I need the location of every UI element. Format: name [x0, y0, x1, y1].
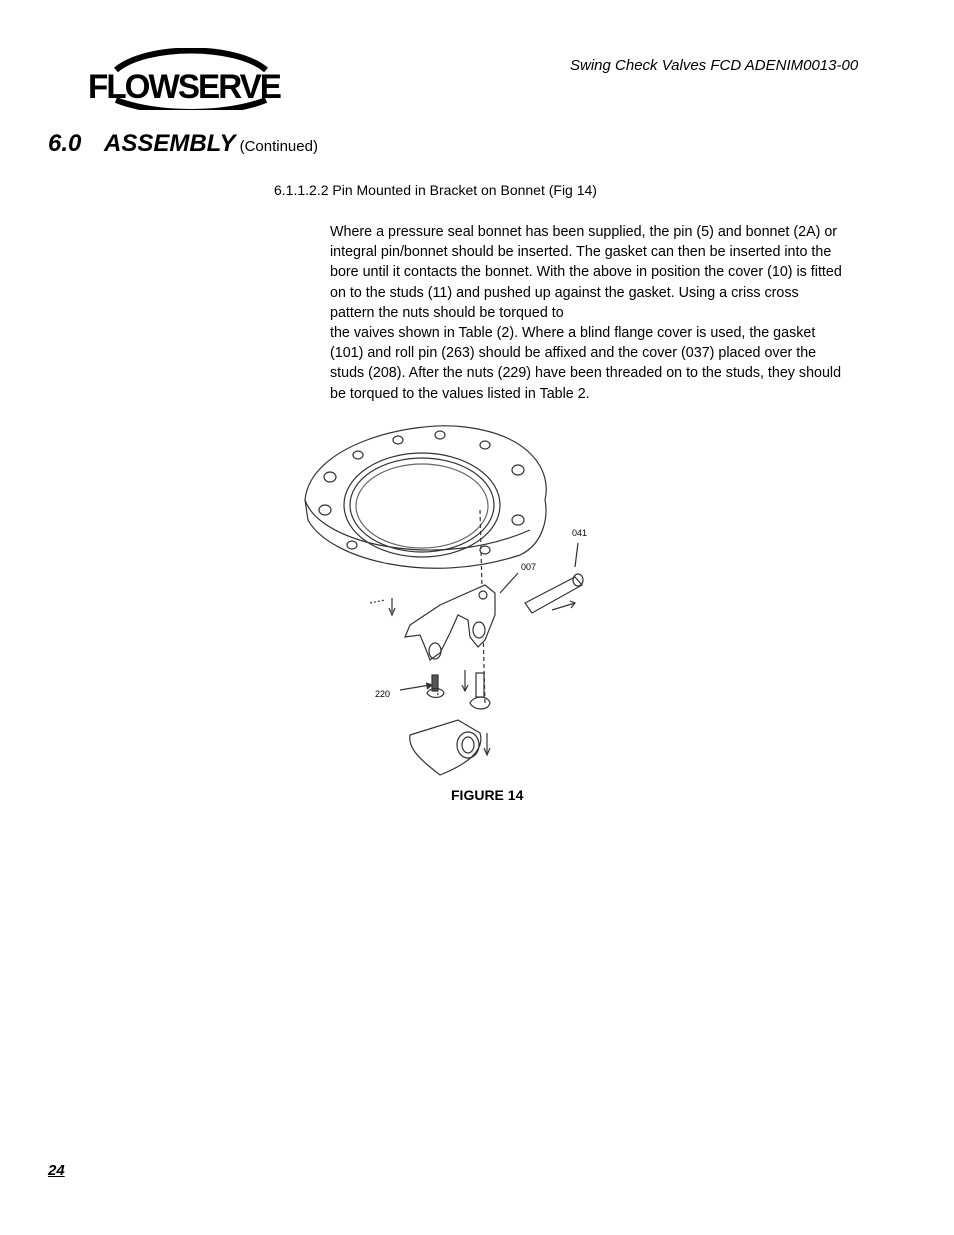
page-number: 24: [48, 1162, 65, 1179]
section-heading: [48, 130, 318, 158]
figure-caption: FIGURE 14: [451, 787, 524, 803]
figure-14-diagram: [290, 415, 610, 785]
brand-wordmark: FLOWSERVE: [88, 68, 282, 106]
section-title: ASSEMBLY: [104, 130, 236, 157]
subsection-heading: 6.1.1.2.2 Pin Mounted in Bracket on Bonnet (Fig 14): [274, 182, 597, 198]
label-041: 041: [572, 528, 588, 538]
label-007: 007: [521, 562, 537, 572]
document-reference: Swing Check Valves FCD ADENIM0013-00: [570, 57, 859, 74]
label-220: 220: [375, 689, 391, 699]
flowserve-logo: [86, 48, 286, 110]
paragraph: the vaives shown in Table (2). Where a blind flange cover is used, the gasket (101) and roll pin (263) should be affixed and the cover (037) placed over the studs (208). After the nuts (229) have been threaded on to the studs, they should be torqued to the values listed in Table 2.: [330, 325, 842, 402]
section-number: 6.0: [48, 130, 82, 157]
section-continued: (Continued): [239, 138, 318, 155]
paragraph: Where a pressure seal bonnet has been supplied, the pin (5) and bonnet (2A) or integral pin/bonnet should be inserted. The gasket can then be inserted into the bore until it contacts the bonnet. With the above in position the cover (10) is fitted on to the studs (11) and pushed up against the gasket. Using a criss cross pattern the nuts should be torqued to: [330, 224, 842, 321]
body-text: [330, 222, 845, 404]
